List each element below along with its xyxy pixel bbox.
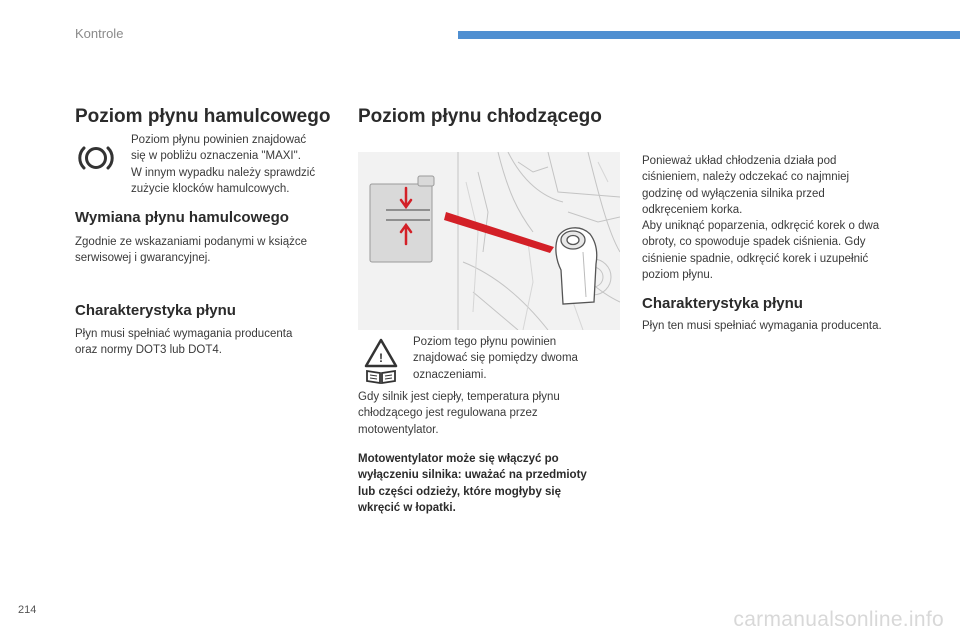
text-line: wkręcić w łopatki. bbox=[358, 501, 456, 514]
text-line: motowentylator. bbox=[358, 423, 439, 436]
brake-intro-text bbox=[131, 132, 315, 197]
page-number: 214 bbox=[18, 604, 37, 616]
text-line: chłodzącego jest regulowana przez bbox=[358, 407, 538, 420]
brake-fluid-title: Poziom płynu hamulcowego bbox=[75, 106, 331, 127]
text-line: serwisowej i gwarancyjnej. bbox=[75, 252, 211, 265]
text-line: ciśnienie spadnie, odkręcić korek i uzupełnić bbox=[642, 252, 869, 265]
text-line: Ponieważ układ chłodzenia działa pod bbox=[642, 155, 837, 167]
watermark: carmanualsonline.info bbox=[733, 608, 944, 631]
text-line: poziom płynu. bbox=[642, 269, 713, 282]
text-line: znajdować się pomiędzy dwoma bbox=[413, 352, 578, 365]
header-accent-bar bbox=[458, 31, 960, 39]
coolant-pressure-text bbox=[642, 153, 879, 283]
text-line: ciśnieniem, należy odczekać co najmniej bbox=[642, 171, 850, 184]
fan-warning-text bbox=[358, 451, 587, 516]
text-line: obroty, co spowoduje spadek ciśnienia. Gdy bbox=[642, 236, 866, 249]
text-line: oraz normy DOT3 lub DOT4. bbox=[75, 344, 222, 357]
text-line: Aby uniknąć poparzenia, odkręcić korek o dwa bbox=[642, 220, 880, 233]
text-line: się w pobliżu oznaczenia "MAXI". bbox=[131, 150, 301, 163]
text-line: odkręceniem korka. bbox=[642, 203, 743, 216]
brake-spec-title: Charakterystyka płynu bbox=[75, 302, 236, 319]
svg-text:!: ! bbox=[379, 351, 383, 365]
coolant-level-text bbox=[413, 334, 578, 383]
text-line: zużycie klocków hamulcowych. bbox=[131, 182, 290, 195]
text-line: godzinę od wyłączenia silnika przed bbox=[642, 187, 825, 200]
brake-warning-icon bbox=[78, 143, 114, 178]
coolant-spec-text bbox=[642, 318, 882, 334]
brake-change-title: Wymiana płynu hamulcowego bbox=[75, 209, 289, 226]
text-line: Poziom tego płynu powinien bbox=[413, 336, 557, 348]
section-label: Kontrole bbox=[75, 26, 124, 41]
coolant-reservoir-photo bbox=[358, 152, 620, 330]
text-line: wyłączeniu silnika: uważać na przedmioty bbox=[358, 469, 587, 482]
text-line: Motowentylator może się włączyć po bbox=[358, 453, 559, 465]
text-line: lub części odzieży, które mogłyby się bbox=[358, 485, 562, 498]
coolant-spec-title: Charakterystyka płynu bbox=[642, 295, 803, 312]
fan-warning-book-icon bbox=[364, 338, 398, 389]
text-line: Zgodnie ze wskazaniami podanymi w książce bbox=[75, 236, 308, 248]
text-line: Płyn musi spełniać wymagania producenta bbox=[75, 328, 293, 340]
brake-spec-text bbox=[75, 326, 292, 359]
brake-change-text bbox=[75, 234, 307, 267]
text-line: W innym wypadku należy sprawdzić bbox=[131, 166, 316, 179]
coolant-title: Poziom płynu chłodzącego bbox=[358, 106, 602, 127]
text-line: Gdy silnik jest ciepły, temperatura płynu bbox=[358, 391, 560, 403]
text-line: Poziom płynu powinien znajdować bbox=[131, 134, 307, 146]
text-line: oznaczeniami. bbox=[413, 368, 487, 381]
coolant-hot-engine-text bbox=[358, 389, 560, 438]
text-line: Płyn ten musi spełniać wymagania producenta. bbox=[642, 320, 882, 332]
